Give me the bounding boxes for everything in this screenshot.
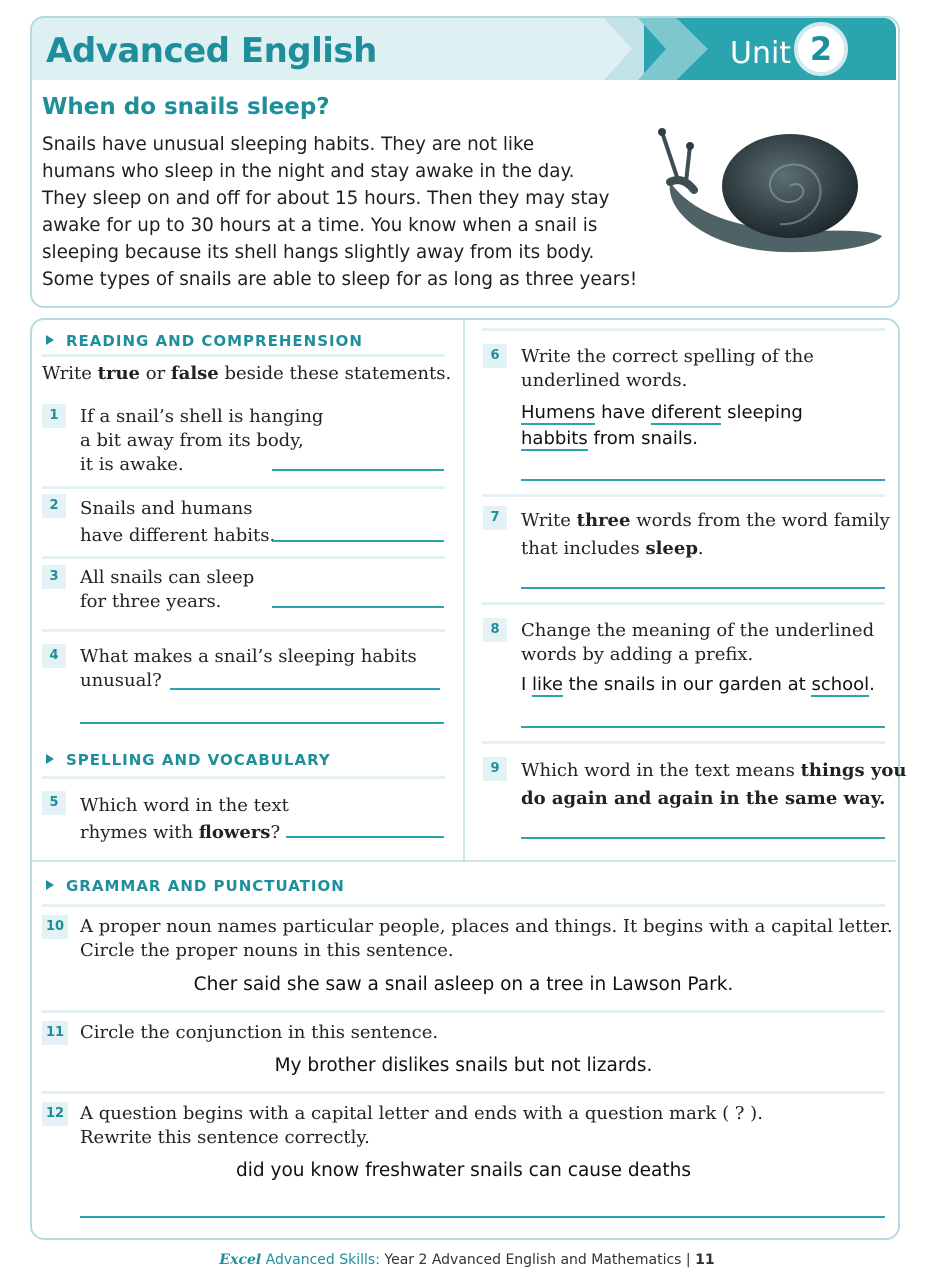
text: beside these statements. bbox=[218, 363, 452, 384]
unit-number-badge: 2 bbox=[794, 22, 848, 76]
text: All snails can sleep bbox=[80, 567, 255, 588]
text: or bbox=[140, 363, 171, 384]
page-number: 11 bbox=[695, 1252, 715, 1268]
question-text bbox=[521, 345, 814, 393]
text: What makes a snail’s sleeping habits bbox=[80, 646, 417, 667]
question-text bbox=[521, 507, 890, 563]
section-heading-label: GRAMMAR AND PUNCTUATION bbox=[66, 877, 345, 895]
question-number: 3 bbox=[42, 565, 66, 589]
question-number: 5 bbox=[42, 791, 66, 815]
question-rule bbox=[42, 486, 445, 489]
text: it is awake. bbox=[80, 454, 184, 475]
question-text: Circle the conjunction in this sentence. bbox=[80, 1022, 439, 1043]
text: Rewrite this sentence correctly. bbox=[80, 1127, 370, 1148]
passage-line: Snails have unusual sleeping habits. They are not like bbox=[42, 134, 535, 155]
text: Which word in the text means bbox=[521, 760, 801, 781]
section-heading-spelling bbox=[46, 751, 331, 769]
answer-line[interactable] bbox=[272, 540, 444, 542]
text: three bbox=[576, 510, 631, 531]
answer-line[interactable] bbox=[272, 606, 444, 608]
passage-line: They sleep on and off for about 15 hours. Then they may stay bbox=[42, 188, 610, 209]
spelling-sentence bbox=[521, 400, 803, 452]
text: ? bbox=[270, 822, 281, 843]
text: sleep bbox=[645, 538, 698, 559]
answer-line[interactable] bbox=[521, 479, 885, 481]
text: rhymes with bbox=[80, 822, 199, 843]
passage-line: awake for up to 30 hours at a time. You know when a snail is bbox=[42, 215, 598, 236]
text: . bbox=[697, 538, 704, 559]
question-number: 4 bbox=[42, 644, 66, 668]
heading-rule bbox=[42, 354, 445, 357]
page-footer bbox=[0, 1252, 934, 1268]
heading-rule bbox=[42, 904, 885, 907]
text: A proper noun names particular people, places and things. It begins with a capital letter. bbox=[80, 916, 893, 937]
text: . bbox=[869, 674, 875, 695]
question-text bbox=[80, 405, 323, 477]
question-text bbox=[80, 915, 893, 963]
question-text bbox=[521, 757, 906, 813]
text: the snails in our garden at bbox=[562, 674, 812, 695]
section-heading-label: SPELLING AND VOCABULARY bbox=[66, 751, 331, 769]
underlined-word: habbits bbox=[521, 428, 588, 449]
underlined-word: diferent bbox=[650, 402, 722, 423]
footer-series: Advanced Skills: bbox=[261, 1252, 380, 1268]
answer-line[interactable] bbox=[521, 837, 885, 839]
text: Write the correct spelling of the bbox=[521, 346, 814, 367]
text: I bbox=[521, 674, 533, 695]
text: words by adding a prefix. bbox=[521, 644, 754, 665]
text: Change the meaning of the underlined bbox=[521, 620, 875, 641]
conjunction-sentence: My brother dislikes snails but not lizards. bbox=[274, 1055, 653, 1076]
passage-text bbox=[42, 131, 678, 293]
answer-line[interactable] bbox=[286, 836, 444, 838]
text bbox=[521, 785, 906, 813]
question-number: 11 bbox=[42, 1021, 68, 1045]
text: Write bbox=[42, 363, 98, 384]
question-rule bbox=[42, 556, 445, 559]
text: have bbox=[595, 402, 651, 423]
text: Snails and humans bbox=[80, 498, 253, 519]
text: from snails. bbox=[587, 428, 698, 449]
triangle-icon bbox=[46, 335, 54, 345]
text: underlined words. bbox=[521, 370, 688, 391]
passage-title: When do snails sleep? bbox=[42, 94, 330, 120]
question-rule bbox=[482, 494, 885, 497]
text: unusual? bbox=[80, 670, 162, 691]
text bbox=[521, 535, 890, 563]
question-number: 2 bbox=[42, 494, 66, 518]
question-rule bbox=[482, 602, 885, 605]
answer-line[interactable] bbox=[80, 722, 444, 724]
text: things you bbox=[800, 760, 907, 781]
question-rule bbox=[42, 1091, 885, 1094]
question-number: 12 bbox=[42, 1102, 68, 1126]
answer-line[interactable] bbox=[170, 688, 440, 690]
text bbox=[521, 507, 890, 535]
question-number: 9 bbox=[483, 757, 507, 781]
text: true bbox=[97, 363, 141, 384]
passage-line: sleeping because its shell hangs slightly away from its body. bbox=[42, 242, 595, 263]
triangle-icon bbox=[46, 754, 54, 764]
text: have different habits. bbox=[80, 525, 276, 546]
underlined-word: like bbox=[532, 674, 563, 695]
answer-line[interactable] bbox=[80, 1216, 885, 1218]
text: false bbox=[170, 363, 219, 384]
question-number: 6 bbox=[483, 344, 507, 368]
question-text bbox=[80, 645, 417, 693]
question-number: 1 bbox=[42, 404, 66, 428]
footer-text: Year 2 Advanced English and Mathematics | bbox=[379, 1252, 696, 1268]
question-rule bbox=[42, 1010, 885, 1013]
text: flowers bbox=[198, 822, 271, 843]
question-number: 7 bbox=[483, 506, 507, 530]
text: A question begins with a capital letter and ends with a question mark ( ? ). bbox=[80, 1103, 763, 1124]
heading-rule bbox=[42, 776, 445, 779]
section-heading-grammar bbox=[46, 877, 345, 895]
question-rule bbox=[482, 328, 885, 331]
text: sleeping bbox=[721, 402, 803, 423]
answer-line[interactable] bbox=[521, 726, 885, 728]
reading-instructions bbox=[42, 362, 451, 386]
text bbox=[521, 400, 803, 426]
text: Circle the proper nouns in this sentence. bbox=[80, 940, 454, 961]
text: Which word in the text bbox=[80, 795, 289, 816]
text: do again and again in the same way. bbox=[521, 788, 886, 809]
question-text bbox=[80, 1102, 763, 1150]
question-rule bbox=[42, 629, 445, 632]
question-sentence: did you know freshwater snails can cause deaths bbox=[235, 1160, 692, 1181]
snail-image bbox=[650, 118, 886, 268]
question-text bbox=[80, 792, 289, 846]
triangle-icon bbox=[46, 880, 54, 890]
text bbox=[521, 426, 803, 452]
underlined-word: Humens bbox=[521, 402, 596, 423]
text: If a snail’s shell is hanging bbox=[80, 406, 324, 427]
text: for three years. bbox=[80, 591, 222, 612]
answer-line[interactable] bbox=[521, 587, 885, 589]
passage-line: Some types of snails are able to sleep for as long as three years! bbox=[42, 269, 638, 290]
question-rule bbox=[482, 741, 885, 744]
question-number: 10 bbox=[42, 915, 68, 939]
question-number: 8 bbox=[483, 618, 507, 642]
question-text bbox=[521, 619, 874, 667]
text: Write bbox=[521, 510, 577, 531]
text bbox=[80, 819, 289, 846]
proper-noun-sentence: Cher said she saw a snail asleep on a tree in Lawson Park. bbox=[193, 974, 734, 995]
footer-brand: Excel bbox=[219, 1252, 262, 1268]
text: a bit away from its body, bbox=[80, 430, 304, 451]
answer-line[interactable] bbox=[272, 469, 444, 471]
question-text bbox=[80, 495, 275, 549]
section-divider bbox=[32, 860, 896, 862]
underlined-word: school bbox=[811, 674, 870, 695]
section-heading-reading bbox=[46, 332, 363, 350]
text: words from the word family bbox=[630, 510, 890, 531]
column-divider bbox=[463, 320, 465, 860]
unit-label: Unit bbox=[730, 36, 792, 71]
page-title: Advanced English bbox=[46, 31, 377, 71]
passage-line: humans who sleep in the night and stay awake in the day. bbox=[42, 161, 575, 182]
text bbox=[521, 757, 906, 785]
prefix-sentence bbox=[521, 674, 875, 695]
question-text bbox=[80, 566, 254, 614]
section-heading-label: READING AND COMPREHENSION bbox=[66, 332, 363, 350]
text: that includes bbox=[521, 538, 646, 559]
